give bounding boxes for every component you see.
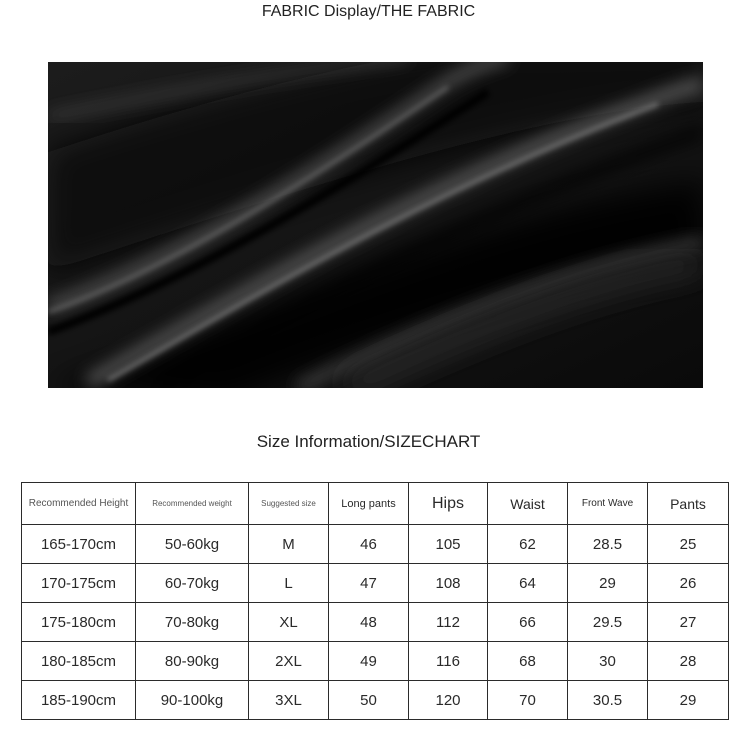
cell-hips: 112 [409,603,488,642]
table-row [22,564,729,603]
cell-pants: 28 [648,642,729,681]
cell-height: 165-170cm [22,525,136,564]
cell-hips: 105 [409,525,488,564]
header-recommended-weight: Recommended weight [136,483,249,525]
cell-height: 185-190cm [22,681,136,720]
cell-hips: 116 [409,642,488,681]
cell-weight: 70-80kg [136,603,249,642]
cell-hips: 120 [409,681,488,720]
cell-waist: 62 [488,525,568,564]
cell-front-wave: 30 [568,642,648,681]
cell-pants: 25 [648,525,729,564]
cell-front-wave: 29 [568,564,648,603]
cell-pants: 29 [648,681,729,720]
table-row [22,603,729,642]
table-header-row [22,483,729,525]
cell-waist: 70 [488,681,568,720]
cell-hips: 108 [409,564,488,603]
table-row [22,642,729,681]
cell-waist: 64 [488,564,568,603]
cell-height: 170-175cm [22,564,136,603]
cell-size: L [249,564,329,603]
cell-waist: 68 [488,642,568,681]
cell-front-wave: 29.5 [568,603,648,642]
cell-pants: 27 [648,603,729,642]
cell-weight: 50-60kg [136,525,249,564]
cell-long-pants: 46 [329,525,409,564]
cell-height: 175-180cm [22,603,136,642]
cell-long-pants: 48 [329,603,409,642]
header-recommended-height: Recommended Height [22,483,136,525]
cell-height: 180-185cm [22,642,136,681]
cell-front-wave: 28.5 [568,525,648,564]
cell-waist: 66 [488,603,568,642]
header-suggested-size: Suggested size [249,483,329,525]
cell-weight: 90-100kg [136,681,249,720]
cell-size: M [249,525,329,564]
cell-size: XL [249,603,329,642]
cell-long-pants: 49 [329,642,409,681]
cell-front-wave: 30.5 [568,681,648,720]
header-waist: Waist [488,483,568,525]
fabric-photo [48,62,703,388]
cell-pants: 26 [648,564,729,603]
table-row [22,525,729,564]
cell-long-pants: 47 [329,564,409,603]
header-pants: Pants [648,483,729,525]
size-section-title: Size Information/SIZECHART [256,432,481,451]
cell-weight: 60-70kg [136,564,249,603]
cell-size: 2XL [249,642,329,681]
header-hips: Hips [409,483,488,525]
size-chart-table [21,482,729,720]
table-row [22,681,729,720]
fabric-drape-illustration [48,62,703,388]
header-front-wave: Front Wave [568,483,648,525]
cell-long-pants: 50 [329,681,409,720]
fabric-section-title: FABRIC Display/THE FABRIC [261,3,476,20]
header-long-pants: Long pants [329,483,409,525]
cell-weight: 80-90kg [136,642,249,681]
cell-size: 3XL [249,681,329,720]
